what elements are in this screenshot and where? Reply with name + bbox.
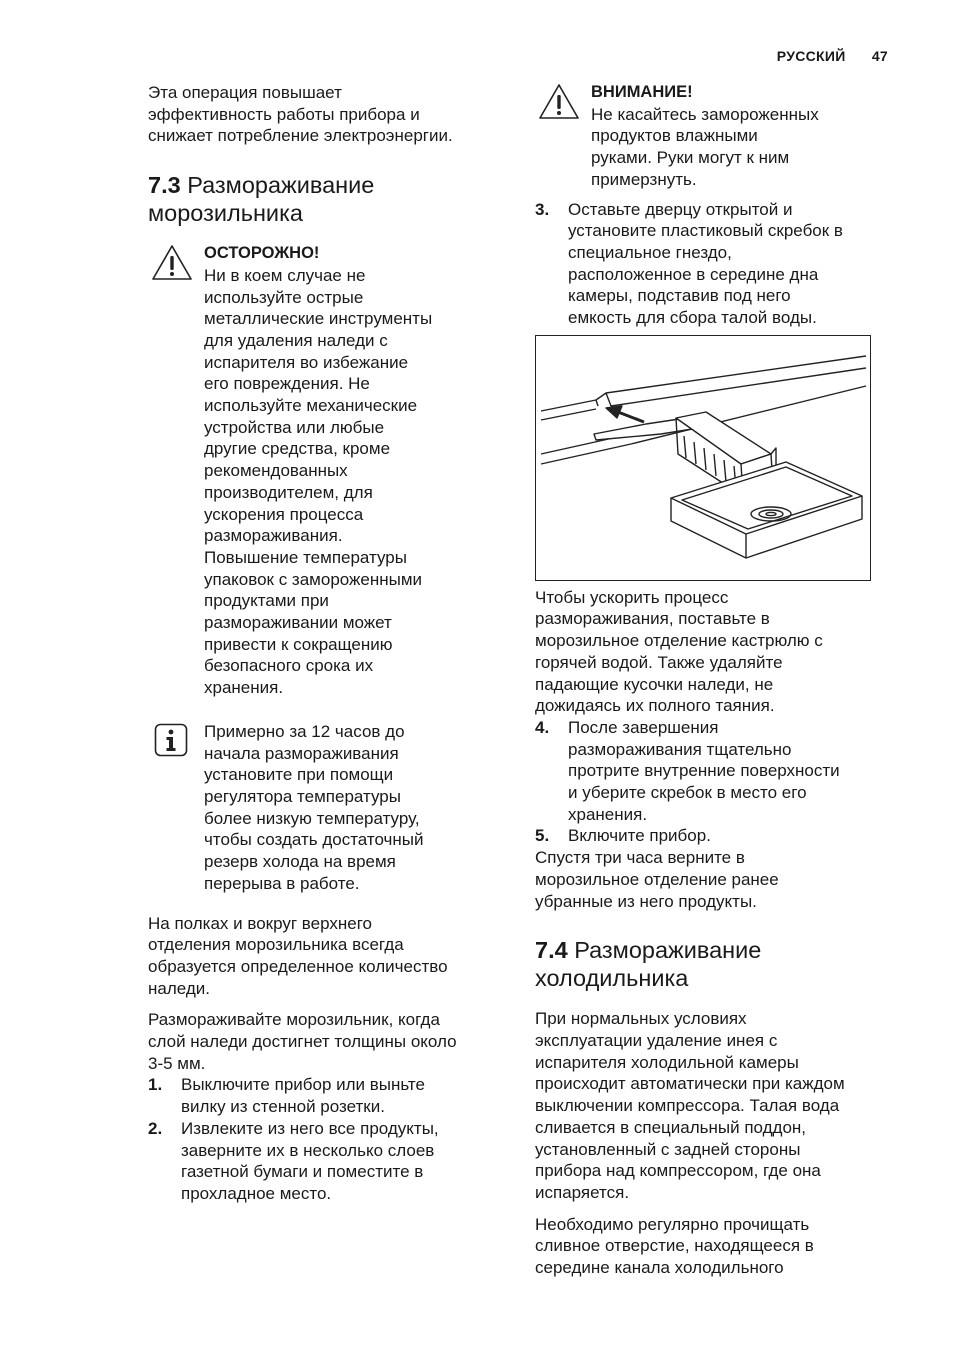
info-icon	[154, 723, 188, 763]
caution-title: ОСТОРОЖНО!	[204, 244, 320, 263]
step-3	[535, 199, 895, 329]
attention-text: Не касайтесь замороженных продуктов влажными руками. Руки могут к ним примерзнуть.	[591, 104, 819, 189]
warning-triangle-icon	[537, 82, 581, 128]
language-label: РУССКИЙ	[776, 48, 846, 64]
drain-cleaning-paragraph: Необходимо регулярно прочищать сливное отверстие, находящееся в середине канала холодильного	[535, 1214, 814, 1278]
defrost-when-paragraph: Размораживайте морозильник, когда слой наледи достигнет толщины около 3-5 мм.	[148, 1010, 457, 1073]
step-item: 3. Оставьте дверцу открытой и установите пластиковый скребок в специальное гнездо, расположенное в середине дна камеры, подставив под него емкость для сбора талой воды.	[535, 199, 843, 328]
info-notice	[148, 721, 508, 895]
warning-triangle-icon	[150, 243, 194, 289]
page-number: 47	[871, 48, 888, 64]
page-header	[777, 48, 888, 64]
frost-paragraph: На полках и вокруг верхнего отделения морозильника всегда образуется определенное количество наледи.	[148, 913, 448, 998]
defrost-scraper-drawing	[536, 336, 870, 580]
scraper-illustration	[535, 335, 871, 581]
auto-defrost-paragraph: При нормальных условиях эксплуатации удаление инея с испарителя холодильной камеры происходит автоматически при каждом выключении компрессора. Талая вода сливается в специальный поддон, установленный с задней стороны прибора над компрессором, где она испаряется.	[535, 1009, 845, 1202]
intro-paragraph: Эта операция повышает эффективность работы прибора и снижает потребление электроэнергии.	[148, 83, 453, 146]
right-column	[535, 82, 895, 1279]
speed-up-paragraph: Чтобы ускорить процесс размораживания, поставьте в морозильное отделение кастрюлю с горячей водой. Также удаляйте падающие кусочки наледи, не дожидаясь их полного таяния.	[535, 587, 823, 716]
attention-title: ВНИМАНИЕ!	[591, 83, 693, 101]
step-item: 4. После завершения размораживания тщательно протрите внутренние поверхности и уберите скребок в место его хранения.	[535, 717, 840, 824]
section-heading-7-3: 7.3 Размораживание морозильника	[148, 172, 375, 227]
steps-list-left	[148, 1074, 508, 1204]
section-heading-7-4: 7.4 Размораживание холодильника	[535, 937, 762, 992]
steps-list-right	[535, 717, 895, 847]
caution-text: Ни в коем случае не используйте острые металлические инструменты для удаления наледи с испарителя во избежание его повреждения. Не используйте механические устройства или любые другие средства, кроме рекомендованных производителем, для ускорения процесса размораживания. Повышение температуры упаковок с замороженными продуктами при размораживании может привести к сокращению безопасного срока их хранения.	[204, 265, 433, 698]
left-column	[148, 82, 508, 1205]
return-products-paragraph: Спустя три часа верните в морозильное отделение ранее убранные из него продукты.	[535, 848, 779, 911]
info-text: Примерно за 12 часов до начала размораживания установите при помощи регулятора температуры более низкую температуру, чтобы создать достаточный резерв холода на время перерыва в работе.	[204, 721, 424, 893]
attention-notice	[535, 82, 895, 191]
step-item: 5. Включите прибор.	[535, 826, 711, 846]
step-item: 2. Извлеките из него все продукты, заверните их в несколько слоев газетной бумаги и поместите в прохладное место.	[148, 1118, 439, 1203]
caution-notice	[148, 243, 508, 699]
step-item: 1. Выключите прибор или выньте вилку из стенной розетки.	[148, 1075, 425, 1117]
